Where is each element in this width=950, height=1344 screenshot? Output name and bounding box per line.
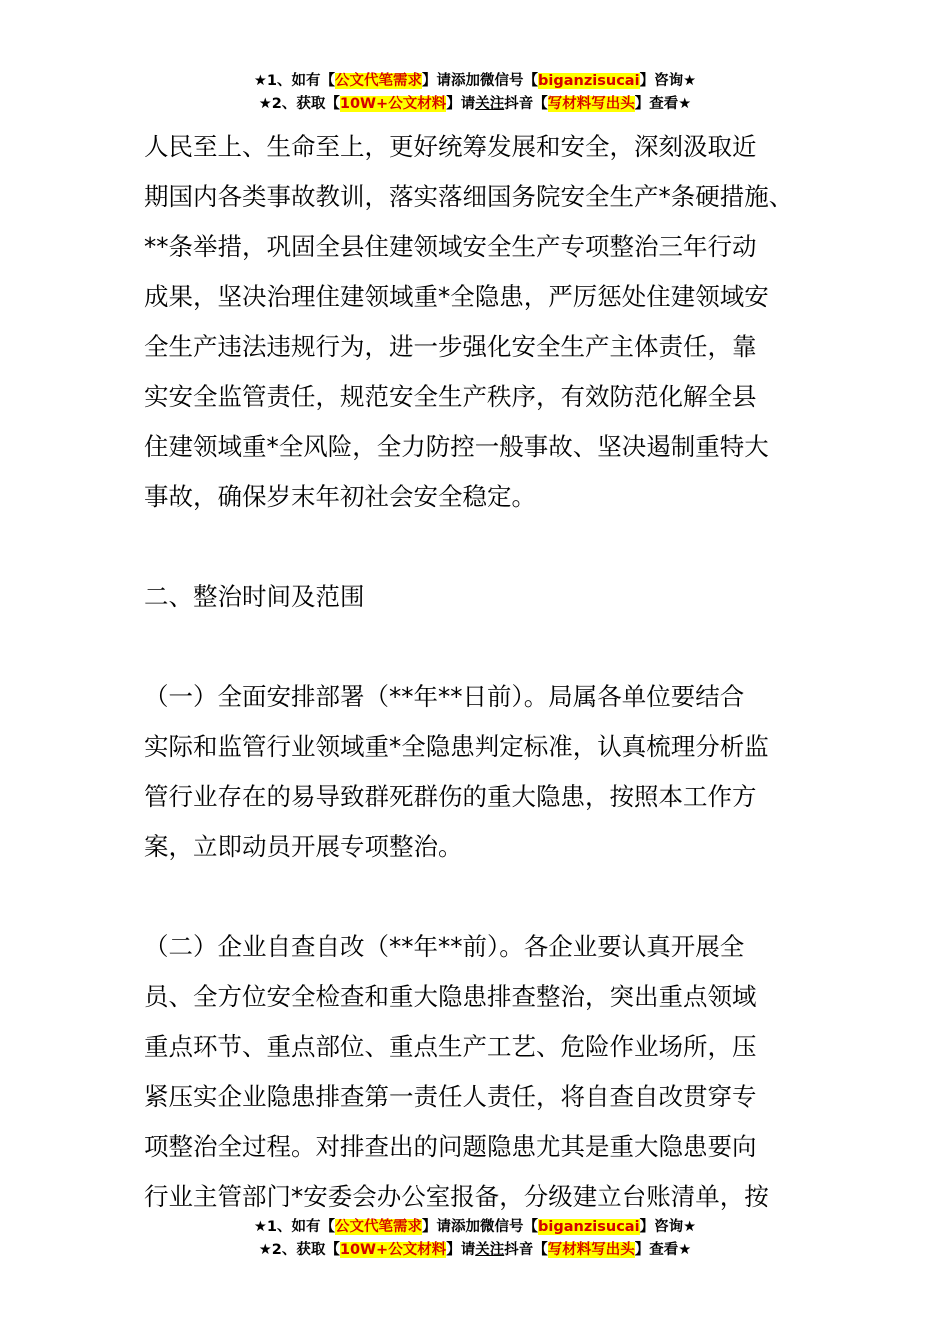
body-line: 紧压实企业隐患排查第一责任人责任，将自查自改贯穿专 <box>144 1082 757 1111</box>
body-line: 行业主管部门*安委会办公室报备，分级建立台账清单，按 <box>144 1182 769 1211</box>
banner-text: 】咨询★ <box>639 1219 697 1235</box>
body-line: 事故，确保岁末年初社会安全稳定。 <box>144 482 536 511</box>
banner-text: ★2、获取【 <box>258 96 340 112</box>
body-line: 管行业存在的易导致群死群伤的重大隐患，按照本工作方 <box>144 782 757 811</box>
banner-highlight: 10W+公文材料 <box>339 1242 447 1258</box>
body-line: 人民至上、生命至上，更好统筹发展和安全，深刻汲取近 <box>144 132 757 161</box>
banner-text: 】查看★ <box>634 1242 692 1258</box>
banner-highlight: biganzisucai <box>538 73 640 89</box>
banner-underlined-text: 关注 <box>475 1242 505 1258</box>
paragraph-gap <box>144 872 824 922</box>
footer-banner <box>0 1216 950 1262</box>
banner-text: 】请添加微信号【 <box>422 1219 539 1235</box>
banner-text: 】请添加微信号【 <box>422 73 539 89</box>
banner-underlined-text: 关注 <box>475 96 505 112</box>
banner-text: ★1、如有【 <box>253 73 336 89</box>
body-line: 实安全监管责任，规范安全生产秩序，有效防范化解全县 <box>144 382 757 411</box>
document-body <box>144 122 824 1222</box>
banner-text: 抖音【 <box>504 96 548 112</box>
body-line: 期国内各类事故教训，落实落细国务院安全生产*条硬措施、 <box>144 182 794 211</box>
banner-line-1 <box>0 70 950 93</box>
section-heading: 二、整治时间及范围 <box>144 582 365 611</box>
banner-highlight: biganzisucai <box>538 1219 640 1235</box>
paragraph-gap <box>144 522 824 572</box>
body-line: 成果，坚决治理住建领域重*全隐患，严厉惩处住建领域安 <box>144 282 769 311</box>
body-line: （二）企业自查自改（**年**前）。各企业要认真开展全 <box>144 932 745 961</box>
banner-highlight: 10W+公文材料 <box>339 96 447 112</box>
banner-line-2 <box>0 1239 950 1262</box>
banner-text: 】请 <box>446 1242 476 1258</box>
banner-line-2 <box>0 93 950 116</box>
banner-text: 】查看★ <box>634 96 692 112</box>
paragraph-gap <box>144 622 824 672</box>
body-line: 案，立即动员开展专项整治。 <box>144 832 463 861</box>
banner-text: 抖音【 <box>504 1242 548 1258</box>
body-line: 项整治全过程。对排查出的问题隐患尤其是重大隐患要向 <box>144 1132 757 1161</box>
body-line: 实际和监管行业领域重*全隐患判定标准，认真梳理分析监 <box>144 732 769 761</box>
body-line: 全生产违法违规行为，进一步强化安全生产主体责任，靠 <box>144 332 757 361</box>
banner-line-1 <box>0 1216 950 1239</box>
banner-text: 】请 <box>446 96 476 112</box>
body-line: **条举措，巩固全县住建领域安全生产专项整治三年行动 <box>144 232 757 261</box>
banner-highlight: 写材料写出头 <box>547 1242 635 1258</box>
banner-highlight: 公文代笔需求 <box>335 73 423 89</box>
banner-text: ★1、如有【 <box>253 1219 336 1235</box>
banner-highlight: 写材料写出头 <box>547 96 635 112</box>
banner-highlight: 公文代笔需求 <box>335 1219 423 1235</box>
banner-text: ★2、获取【 <box>258 1242 340 1258</box>
header-banner <box>0 70 950 116</box>
body-line: （一）全面安排部署（**年**日前）。局属各单位要结合 <box>144 682 745 711</box>
body-line: 住建领域重*全风险，全力防控一般事故、坚决遏制重特大 <box>144 432 769 461</box>
banner-text: 】咨询★ <box>639 73 697 89</box>
body-line: 员、全方位安全检查和重大隐患排查整治，突出重点领域 <box>144 982 757 1011</box>
body-line: 重点环节、重点部位、重点生产工艺、危险作业场所，压 <box>144 1032 757 1061</box>
